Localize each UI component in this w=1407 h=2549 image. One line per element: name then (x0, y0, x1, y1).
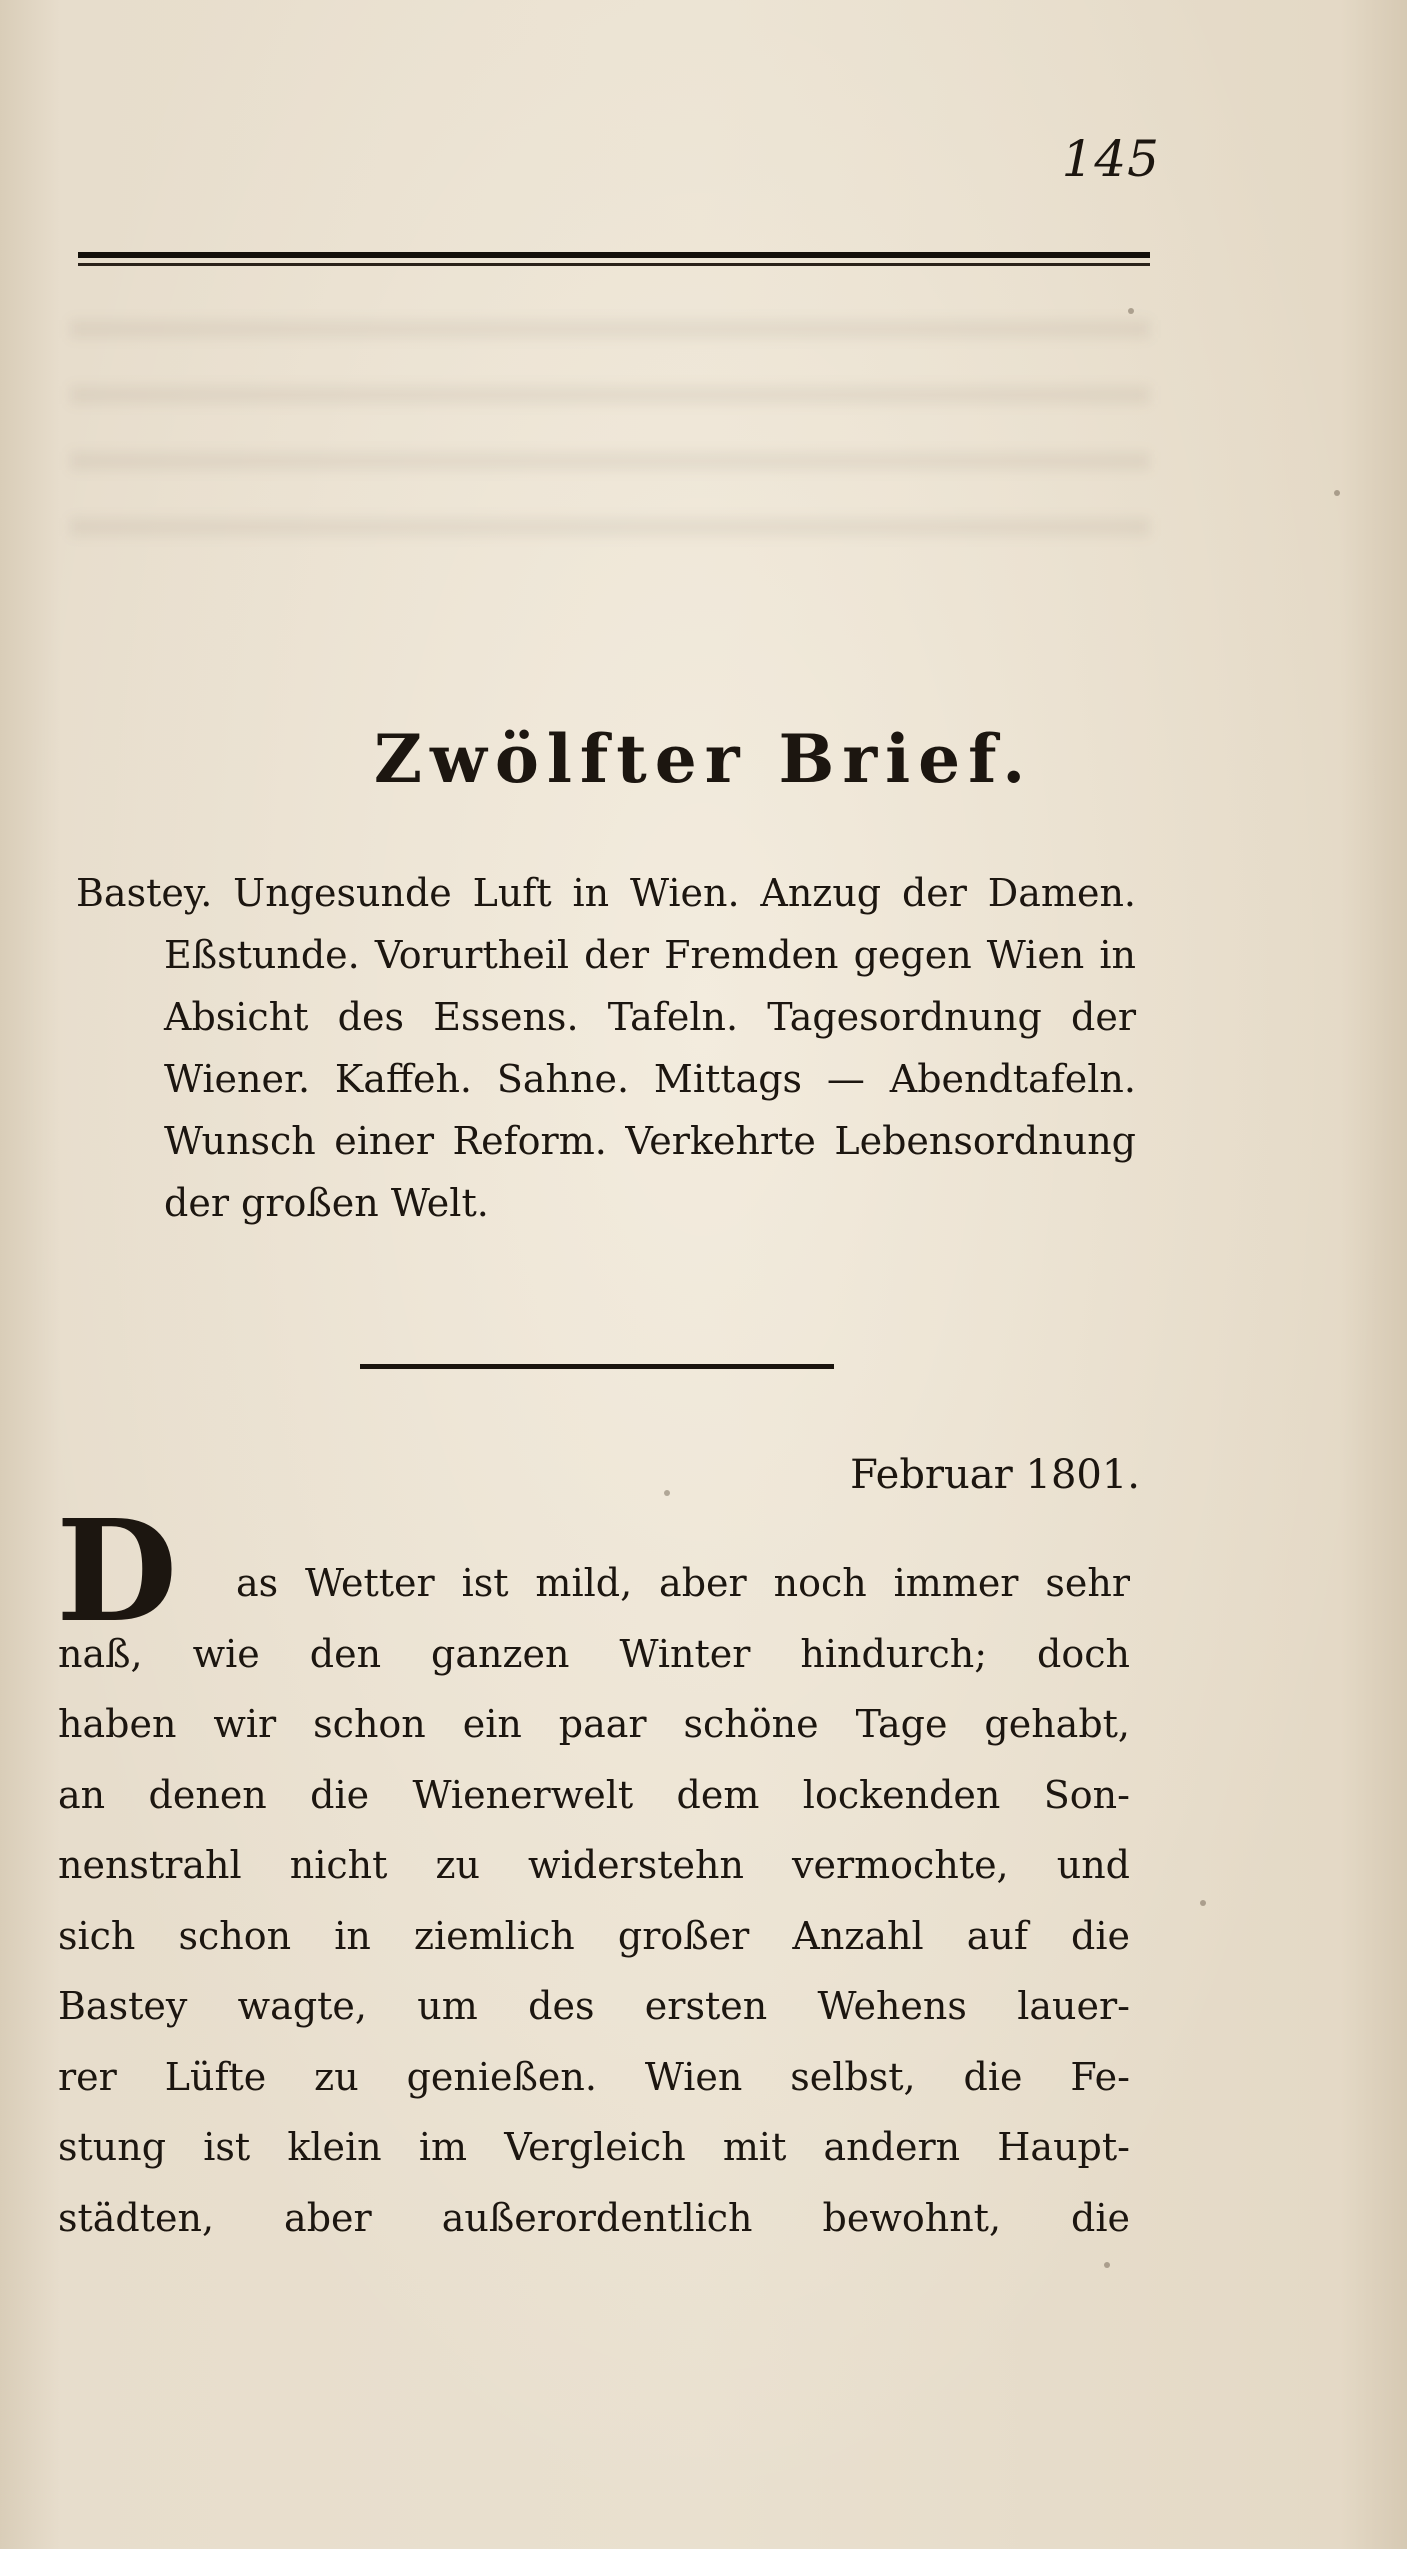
chapter-title: Zwölfter Brief. (373, 720, 1034, 798)
body-line: rer Lüfte zu genießen. Wien selbst, die Fe- (58, 2054, 1130, 2099)
bleed-through-text (70, 320, 1150, 580)
header-rule (78, 252, 1150, 266)
body-line: nenstrahl nicht zu widerstehn vermochte, und (58, 1843, 1130, 1887)
body-line: stung ist klein im Vergleich mit andern Haupt- (58, 2125, 1130, 2169)
body-line: Bastey wagte, um des ersten Wehens lauer- (58, 1984, 1130, 2028)
body-line: naß, wie den ganzen Winter hindurch; doch (58, 1631, 1130, 1676)
body-line: an denen die Wienerwelt dem lockenden Son- (58, 1772, 1130, 1817)
paper-speck (664, 1490, 670, 1496)
chapter-summary-text: Bastey. Ungesunde Luft in Wien. Anzug der Damen. Eßstunde. Vorurtheil der Fremden gegen Wien in Absicht des Essens. Tafeln. Tagesordnung der Wiener. Kaffeh. Sahne. Mittags — Abendtafeln. Wunsch einer Reform. Verkehrte Lebensordnung der großen Welt. (76, 871, 1136, 1225)
chapter-summary (76, 862, 1136, 1234)
body-line: as Wetter ist mild, aber noch immer sehr (236, 1561, 1130, 1605)
paper-speck (1104, 2262, 1110, 2268)
page-number: 145 (1061, 130, 1160, 188)
body-line: sich schon in ziemlich großer Anzahl auf die (58, 1913, 1130, 1958)
body-line: haben wir schon ein paar schöne Tage gehabt, (58, 1702, 1130, 1746)
letter-dateline: Februar 1801. (850, 1452, 1140, 1498)
drop-cap: D (56, 1490, 178, 1654)
paper-speck (1200, 1900, 1206, 1906)
section-divider (360, 1364, 834, 1369)
paper-speck (1334, 490, 1340, 496)
letter-body (58, 1548, 1130, 2253)
paper-speck (1128, 308, 1134, 314)
body-line: städten, aber außerordentlich bewohnt, die (58, 2195, 1130, 2240)
